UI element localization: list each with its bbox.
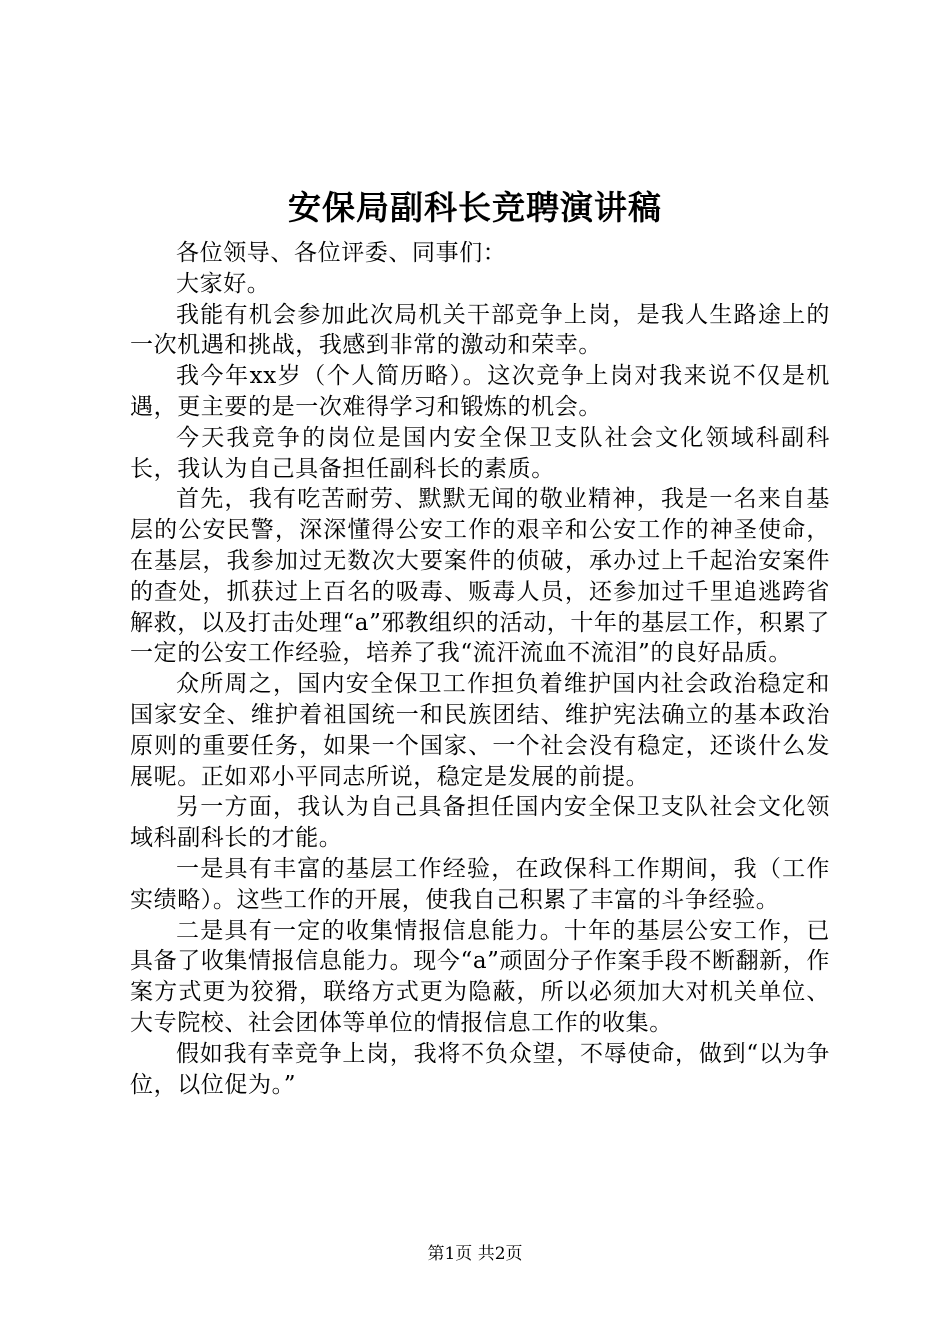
document-body — [130, 238, 830, 1100]
paragraph-greeting: 大家好。 — [176, 270, 271, 297]
document-title: 安保局副科长竞聘演讲稿 — [288, 188, 662, 227]
paragraph-position: 今天我竞争的岗位是国内安全保卫支队社会文化领域科副科长，我认为自己具备担任副科长的素质。 — [130, 424, 830, 482]
paragraph-closing: 假如我有幸竞争上岗，我将不负众望，不辱使命，做到“以为争位，以位促为。” — [130, 1040, 830, 1098]
paragraph-intelligence: 二是具有一定的收集情报信息能力。十年的基层公安工作，已具备了收集情报信息能力。现今“a”顽固分子作案手段不断翻新，作案方式更为狡猾，联络方式更为隐蔽，所以必须加大对机关单位、大专院校、社会团体等单位的情报信息工作的收集。 — [130, 917, 830, 1036]
paragraph-ability: 另一方面，我认为自己具备担任国内安全保卫支队社会文化领域科副科长的才能。 — [130, 794, 830, 852]
paragraph-opportunity: 我能有机会参加此次局机关干部竞争上岗，是我人生路途上的一次机遇和挑战，我感到非常的激动和荣幸。 — [130, 301, 830, 359]
paragraph-first: 首先，我有吃苦耐劳、默默无闻的敬业精神，我是一名来自基层的公安民警，深深懂得公安工作的艰辛和公安工作的神圣使命，在基层，我参加过无数次大要案件的侦破，承办过上千起治安案件的查处，抓获过上百名的吸毒、贩毒人员，还参加过千里追逃跨省解救，以及打击处理“a”邪教组织的活动，十年的基层工作，积累了一定的公安工作经验，培养了我“流汗流血不流泪”的良好品质。 — [130, 486, 830, 667]
paragraph-salutation: 各位领导、各位评委、同事们： — [176, 240, 507, 266]
page-number-footer: 第1页 共2页 — [427, 1244, 523, 1264]
paragraph-age: 我今年xx岁（个人简历略）。这次竞争上岗对我来说不仅是机遇，更主要的是一次难得学习和锻炼的机会。 — [130, 363, 830, 420]
paragraph-experience: 一是具有丰富的基层工作经验，在政保科工作期间，我（工作实绩略）。这些工作的开展，使我自己积累了丰富的斗争经验。 — [130, 855, 830, 913]
paragraph-security: 众所周之，国内安全保卫工作担负着维护国内社会政治稳定和国家安全、维护着祖国统一和民族团结、维护宪法确立的基本政治原则的重要任务，如果一个国家、一个社会没有稳定，还谈什么发展呢。正如邓小平同志所说，稳定是发展的前提。 — [130, 671, 830, 790]
